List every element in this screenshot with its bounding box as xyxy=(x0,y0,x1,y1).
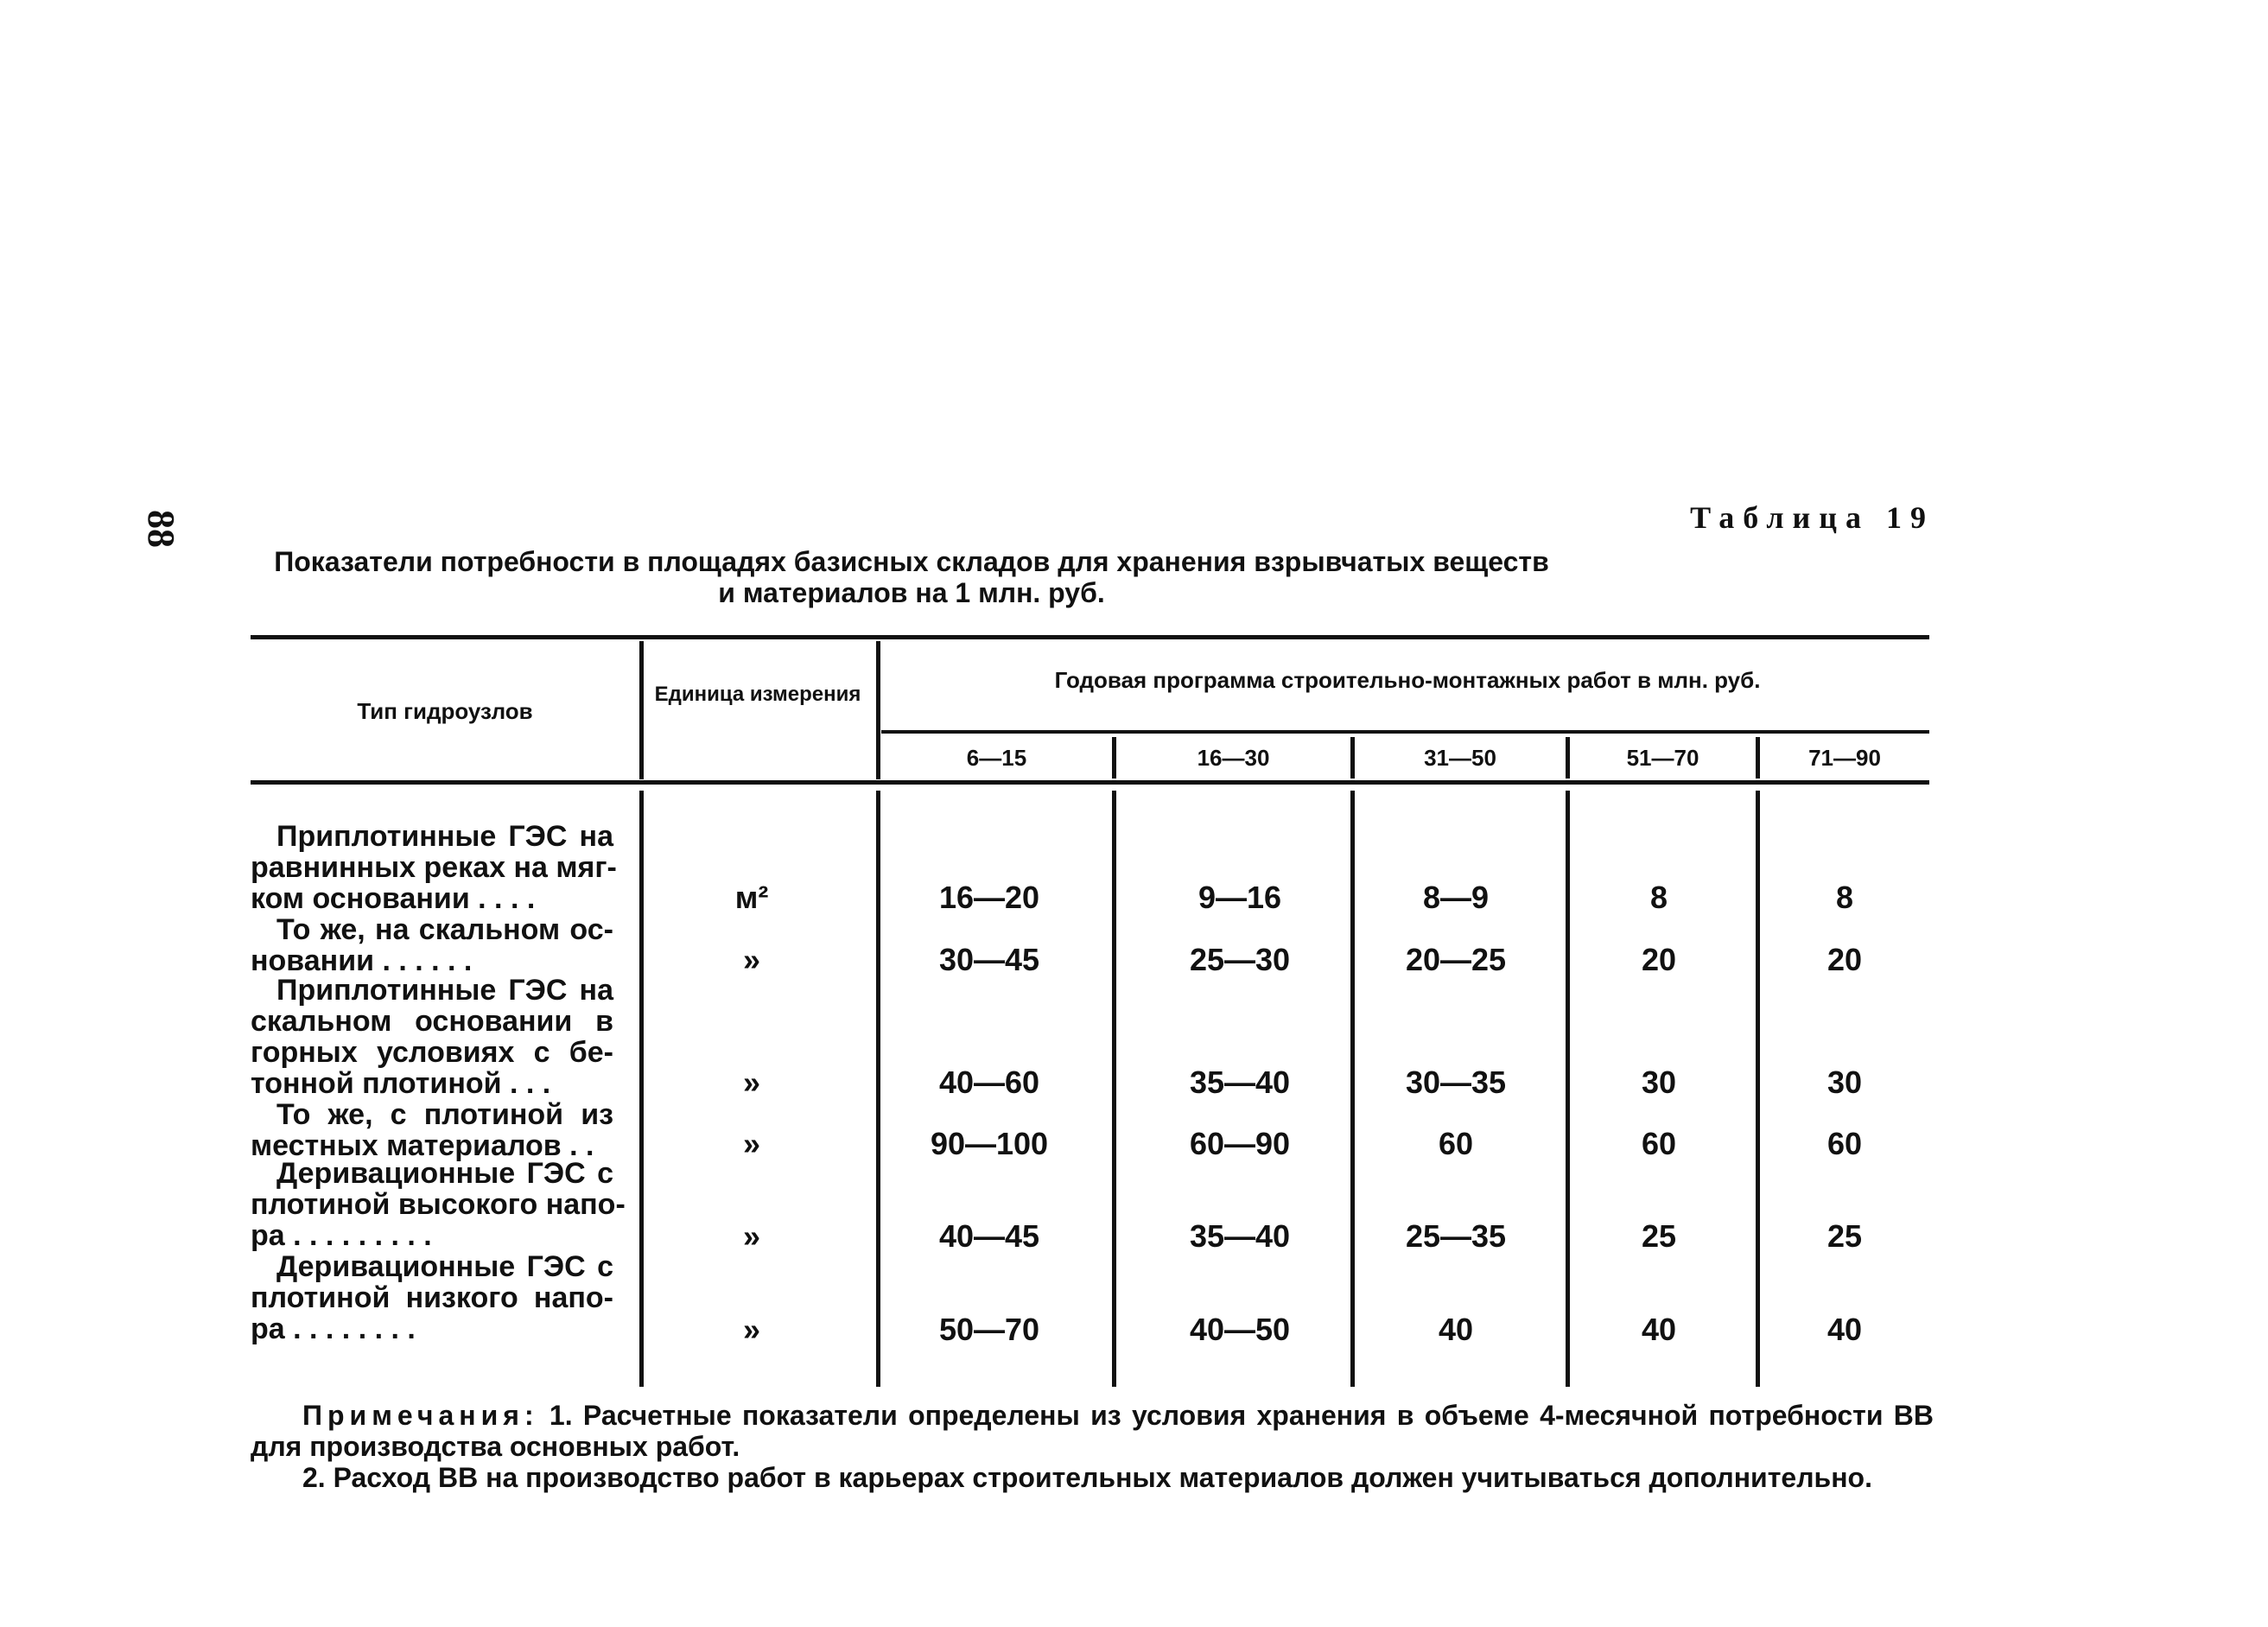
table-cell: 30 xyxy=(1826,1065,1863,1100)
table-title xyxy=(251,546,1572,608)
table-row-label: Приплотинные ГЭС на равнинных реках на мяг- ком основании . . . . xyxy=(251,820,617,915)
table-cell: 60 xyxy=(1826,1126,1863,1161)
table-cell-unit: » xyxy=(742,942,761,977)
table-cell: 40—50 xyxy=(1189,1312,1291,1347)
table-cell: 90—100 xyxy=(930,1126,1049,1161)
table-row-label: Деривационные ГЭС с плотиной высокого напо- ра . . . . . . . . . xyxy=(251,1157,626,1252)
body-divider-range-3 xyxy=(1566,791,1570,1387)
header-range: 16—30 xyxy=(1197,745,1270,771)
table-row-label: То же, на скальном ос- новании . . . . . . xyxy=(251,913,613,977)
header-divider-type xyxy=(639,641,644,779)
program-subheader-rule xyxy=(881,730,1929,734)
table-cell: 30—35 xyxy=(1405,1065,1507,1100)
table-header-rule xyxy=(251,780,1929,785)
note-2: 2. Расход ВВ на производство работ в карьерах строительных материалов должен учитываться дополнительно. xyxy=(302,1462,1872,1493)
page-number: 88 xyxy=(140,510,182,548)
table-cell: 16—20 xyxy=(938,880,1040,915)
table-notes xyxy=(251,1400,1934,1493)
header-range: 31—50 xyxy=(1424,745,1496,771)
table-cell: 40 xyxy=(1438,1312,1474,1347)
table-cell: 40—45 xyxy=(938,1218,1040,1254)
table-cell: 60 xyxy=(1641,1126,1677,1161)
table-cell-unit: » xyxy=(742,1312,761,1347)
header-range: 51—70 xyxy=(1626,745,1699,771)
notes-label: Примечания: xyxy=(302,1400,539,1431)
table-cell: 30 xyxy=(1641,1065,1677,1100)
header-type: Тип гидроузлов xyxy=(357,698,533,724)
header-range: 6—15 xyxy=(966,745,1027,771)
table-cell: 35—40 xyxy=(1189,1065,1291,1100)
header-divider-unit xyxy=(876,641,880,779)
table-cell: 20 xyxy=(1641,942,1677,977)
table-cell-unit: » xyxy=(742,1065,761,1100)
table-cell: 20—25 xyxy=(1405,942,1507,977)
table-cell: 9—16 xyxy=(1198,880,1282,915)
body-divider-range-2 xyxy=(1350,791,1355,1387)
header-program: Годовая программа строительно-монтажных работ в млн. руб. xyxy=(1054,667,1761,693)
body-divider-range-4 xyxy=(1756,791,1760,1387)
table-cell: 40—60 xyxy=(938,1065,1040,1100)
table-label: Таблица 19 xyxy=(1690,500,1934,535)
table-cell: 25 xyxy=(1641,1218,1677,1254)
table-top-rule xyxy=(251,635,1929,639)
body-divider-unit xyxy=(876,791,880,1387)
table-row-label: Приплотинные ГЭС на скальном основании в горных условиях с бе- тонной плотиной . . . xyxy=(251,974,613,1100)
table-row-label: Деривационные ГЭС с плотиной низкого напо- ра . . . . . . . . xyxy=(251,1250,613,1345)
note-1: Примечания: 1. Расчетные показатели определены из условия хранения в объеме 4-месячной потребности ВВ для производства основных работ. xyxy=(251,1400,1934,1462)
header-unit: Единица измерения xyxy=(654,683,861,706)
table-cell: 8 xyxy=(1649,880,1668,915)
table-cell: 25—35 xyxy=(1405,1218,1507,1254)
table-cell: 60—90 xyxy=(1189,1126,1291,1161)
table-cell: 40 xyxy=(1641,1312,1677,1347)
header-range: 71—90 xyxy=(1808,745,1881,771)
table-cell: 40 xyxy=(1826,1312,1863,1347)
table-cell: 25—30 xyxy=(1189,942,1291,977)
body-divider-range-1 xyxy=(1112,791,1116,1387)
table-cell: 25 xyxy=(1826,1218,1863,1254)
table-cell-unit: м² xyxy=(734,880,769,915)
title-line-2: и материалов на 1 млн. руб. xyxy=(718,577,1105,608)
table-row-label: То же, с плотиной из местных материалов . . xyxy=(251,1098,613,1162)
table-cell: 30—45 xyxy=(938,942,1040,977)
table-cell: 20 xyxy=(1826,942,1863,977)
table-cell: 8 xyxy=(1835,880,1854,915)
table-cell: 60 xyxy=(1438,1126,1474,1161)
table-cell-unit: » xyxy=(742,1218,761,1254)
table-cell: 35—40 xyxy=(1189,1218,1291,1254)
body-divider-type xyxy=(639,791,644,1387)
table-cell: 50—70 xyxy=(938,1312,1040,1347)
table-cell: 8—9 xyxy=(1422,880,1490,915)
title-line-1: Показатели потребности в площадях базисных складов для хранения взрывчатых веществ xyxy=(274,546,1549,577)
table-cell-unit: » xyxy=(742,1126,761,1161)
